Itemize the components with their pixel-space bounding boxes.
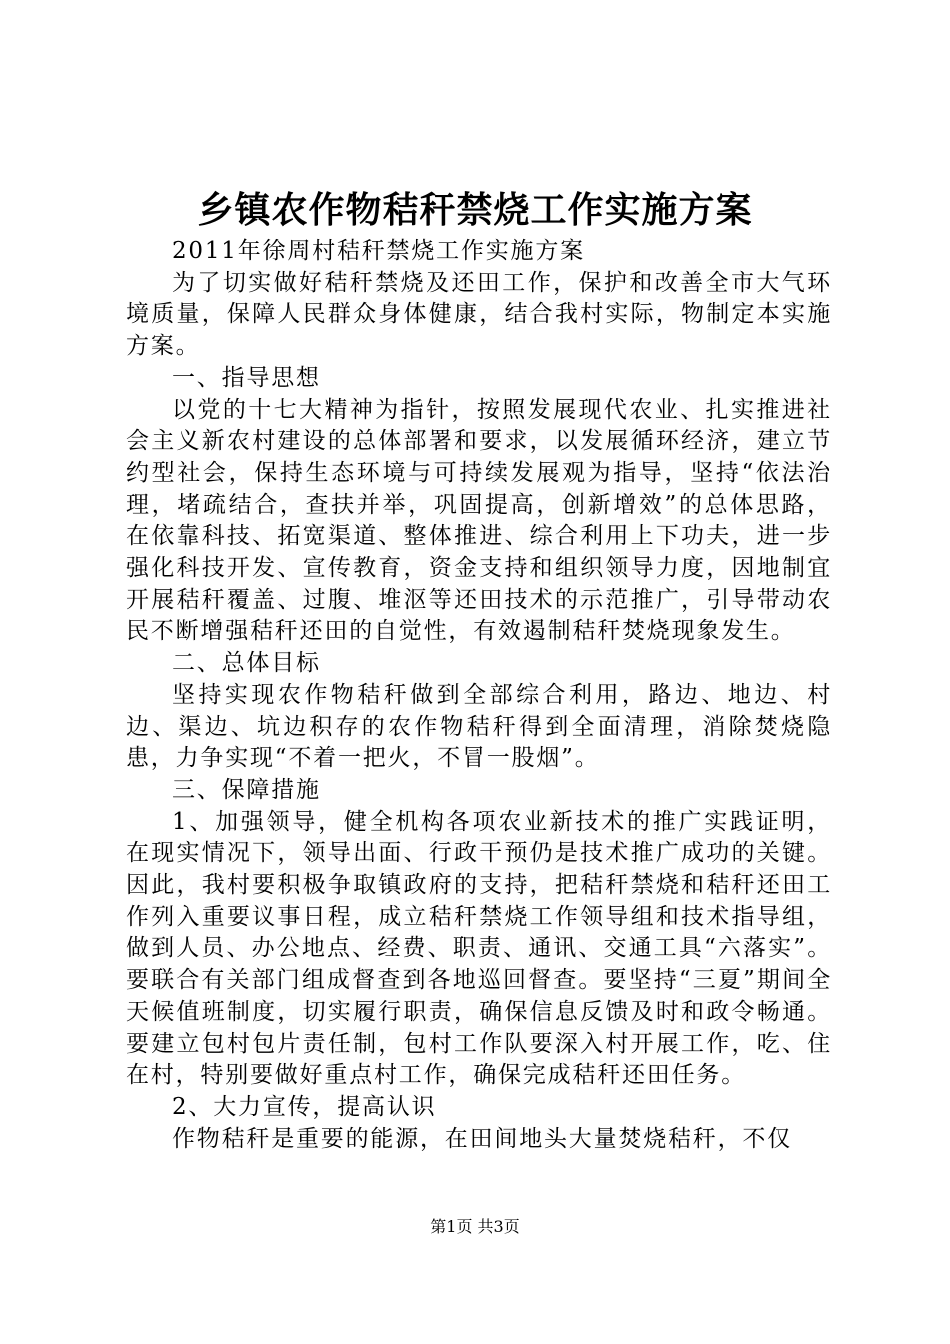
page-number: 第1页 共3页 bbox=[430, 1217, 520, 1236]
paragraph-subtitle: 2011年徐周村秸秆禁烧工作实施方案 bbox=[172, 238, 585, 264]
paragraph-safeguard-1: 1、加强领导，健全机构各项农业新技术的推广实践证明，在现实情况下，领导出面、行政干预仍是技术推广成功的关键。因此，我村要积极争取镇政府的支持，把秸秆禁烧和秸秆还田工作列入重要议事日程，成立秸秆禁烧工作领导组和技术指导组，做到人员、办公地点、经费、职责、通讯、交通工具“六落实”。要联合有关部门组成督查到各地巡回督查。要坚持“三夏”期间全天候值班制度，切实履行职责，确保信息反馈及时和政令畅通。要建立包村包片责任制，包村工作队要深入村开展工作，吃、住在村，特别要做好重点村工作，确保完成秸秆还田任务。 bbox=[126, 808, 832, 1089]
paragraph-guiding-ideology: 以党的十七大精神为指针，按照发展现代农业、扎实推进社会主义新农村建设的总体部署和要求，以发展循环经济，建立节约型社会，保持生态环境与可持续发展观为指导，坚持“依法治理，堵疏结合，查扶并举，巩固提高，创新增效”的总体思路，在依靠科技、拓宽渠道、整体推进、综合利用上下功夫，进一步强化科技开发、宣传教育，资金支持和组织领导力度，因地制宜开展秸秆覆盖、过腹、堆沤等还田技术的示范推广，引导带动农民不断增强秸秆还田的自觉性，有效遏制秸秆焚烧现象发生。 bbox=[126, 396, 832, 645]
document-title: 乡镇农作物秸秆禁烧工作实施方案 bbox=[197, 189, 753, 231]
paragraph-intro: 为了切实做好秸秆禁烧及还田工作，保护和改善全市大气环境质量，保障人民群众身体健康，结合我村实际，物制定本实施方案。 bbox=[126, 269, 832, 360]
section-heading-safeguards: 三、保障措施 bbox=[172, 776, 321, 803]
document-body bbox=[126, 236, 832, 1155]
paragraph-publicity: 作物秸秆是重要的能源，在田间地头大量焚烧秸秆，不仅 bbox=[172, 1125, 792, 1152]
section-heading-overall-goal: 二、总体目标 bbox=[172, 650, 321, 677]
paragraph-overall-goal: 坚持实现农作物秸秆做到全部综合利用，路边、地边、村边、渠边、坑边积存的农作物秸秆得到全面清理，消除焚烧隐患，力争实现“不着一把火，不冒一股烟”。 bbox=[126, 681, 832, 772]
section-heading-guiding-ideology: 一、指导思想 bbox=[172, 364, 321, 391]
subheading-publicity: 2、大力宣传，提高认识 bbox=[172, 1093, 437, 1120]
